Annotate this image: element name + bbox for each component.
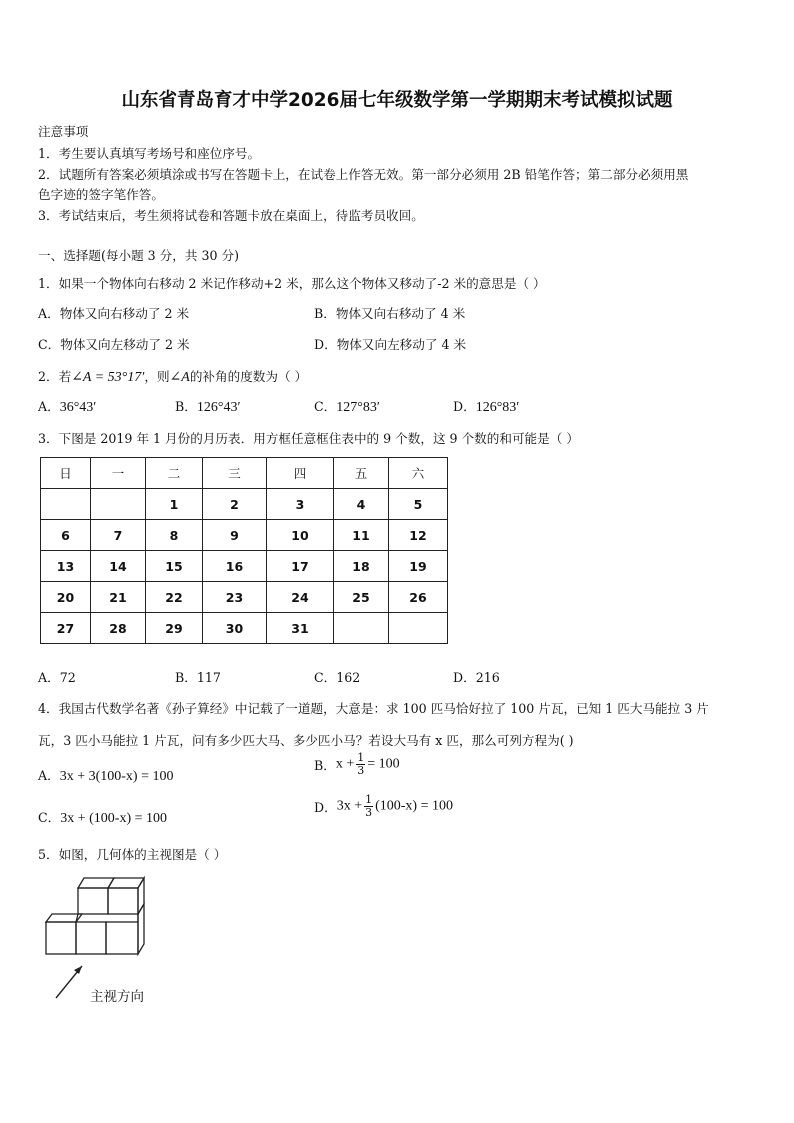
calendar-cell: 24	[267, 582, 334, 613]
calendar-cell: 7	[91, 520, 146, 551]
calendar-header-row	[41, 458, 448, 489]
calendar-cell	[41, 489, 91, 520]
exam-title: 山东省青岛育才中学2026届七年级数学第一学期期末考试模拟试题	[121, 90, 673, 111]
section-heading: 一、选择题(每小题 3 分，共 30 分)	[38, 248, 240, 263]
calendar-cell: 18	[334, 551, 389, 582]
question-1-option-d: D．物体又向左移动了 4 米	[314, 337, 467, 352]
calendar-cell: 14	[91, 551, 146, 582]
fraction-denominator: 3	[357, 764, 365, 777]
calendar-cell: 17	[267, 551, 334, 582]
calendar-cell: 12	[389, 520, 448, 551]
calendar-header-cell: 日	[41, 458, 91, 489]
option-value: 3x + (100-x) = 100	[60, 811, 168, 826]
calendar-cell: 1	[146, 489, 203, 520]
question-3-option-a: A．72	[38, 670, 76, 685]
option-value-pre: x +	[335, 756, 355, 772]
view-direction-label: 主视方向	[90, 989, 144, 1005]
option-label: B．	[175, 399, 197, 414]
calendar-cell: 27	[41, 613, 91, 644]
option-value: 126°43′	[196, 400, 241, 415]
fraction-denominator: 3	[365, 806, 373, 819]
cube-face	[106, 922, 138, 954]
fraction	[364, 794, 373, 819]
notice-heading: 注意事项	[38, 124, 89, 139]
question-5-stem: 5．如图，几何体的主视图是（ ）	[38, 847, 227, 862]
option-value-post: (100-x) = 100	[375, 798, 453, 814]
calendar-cell: 2	[203, 489, 267, 520]
calendar-cell: 13	[41, 551, 91, 582]
calendar-row	[41, 582, 448, 613]
option-label: D．	[453, 399, 476, 414]
calendar-cell: 6	[41, 520, 91, 551]
question-3-stem: 3．下图是 2019 年 1 月份的月历表．用方框任意框住表中的 9 个数，这 9 个数的和可能是（ ）	[38, 431, 579, 446]
calendar-cell: 28	[91, 613, 146, 644]
option-value-pre: 3x +	[336, 798, 363, 814]
fraction	[356, 752, 365, 777]
calendar-cell: 16	[203, 551, 267, 582]
calendar-cell: 23	[203, 582, 267, 613]
calendar-cell: 21	[91, 582, 146, 613]
notice-item-1: 1．考生要认真填写考场号和座位序号。	[38, 146, 261, 161]
calendar-header-cell: 四	[267, 458, 334, 489]
calendar-header-cell: 五	[334, 458, 389, 489]
option-value: 126°83′	[475, 400, 520, 415]
cube-face	[108, 888, 138, 914]
option-label: B．	[314, 758, 336, 773]
calendar-cell	[334, 613, 389, 644]
calendar-cell: 22	[146, 582, 203, 613]
calendar-row	[41, 551, 448, 582]
calendar-cell: 11	[334, 520, 389, 551]
cube-face	[46, 922, 76, 954]
question-2-option-c	[314, 396, 380, 416]
question-4-stem-line2: 瓦，3 匹小马能拉 1 片瓦，问有多少匹大马、多少匹小马？若设大马有 x 匹，那么可列方程为( )	[38, 733, 574, 748]
calendar-row	[41, 489, 448, 520]
calendar-cell: 20	[41, 582, 91, 613]
calendar-cell	[91, 489, 146, 520]
calendar-cell: 5	[389, 489, 448, 520]
question-2-stem-part3: 的补角的度数为（ ）	[189, 369, 308, 384]
notice-item-2-cont: 色字迹的签字笔作答。	[38, 187, 164, 202]
question-3-option-b: B．117	[175, 670, 221, 685]
calendar-cell: 3	[267, 489, 334, 520]
cube-face	[78, 888, 108, 914]
calendar-cell: 29	[146, 613, 203, 644]
question-2-option-d	[453, 396, 519, 416]
question-4-option-b	[314, 752, 400, 777]
question-2-stem	[38, 366, 307, 386]
calendar-cell: 8	[146, 520, 203, 551]
calendar-cell: 31	[267, 613, 334, 644]
cube-face	[76, 922, 106, 954]
question-4-option-a	[38, 765, 173, 785]
question-1-option-a: A．物体又向右移动了 2 米	[38, 306, 190, 321]
question-4-option-c	[38, 807, 167, 827]
calendar-cell: 25	[334, 582, 389, 613]
option-value-post: = 100	[367, 756, 400, 772]
option-label: D．	[314, 800, 337, 815]
option-label: C．	[38, 810, 61, 825]
question-2-option-b	[175, 396, 241, 416]
calendar-cell: 4	[334, 489, 389, 520]
question-1-option-c: C．物体又向左移动了 2 米	[38, 337, 190, 352]
question-2-angle-expr: ∠A = 53°17′	[71, 370, 145, 385]
option-label: A．	[38, 768, 60, 783]
calendar-header-cell: 二	[146, 458, 203, 489]
cube-face	[138, 904, 144, 954]
question-4-stem-line1: 4．我国古代数学名著《孙子算经》中记载了一道题，大意是：求 100 匹马恰好拉了 100 片瓦，已知 1 匹大马能拉 3 片	[38, 701, 709, 716]
fraction-numerator: 1	[357, 751, 365, 764]
calendar-header-cell: 一	[91, 458, 146, 489]
calendar-row	[41, 613, 448, 644]
question-2-option-a	[38, 396, 96, 416]
calendar-header-cell: 六	[389, 458, 448, 489]
calendar-table	[40, 457, 448, 644]
notice-item-3: 3．考试结束后，考生须将试卷和答题卡放在桌面上，待监考员收回。	[38, 208, 424, 223]
calendar-cell: 30	[203, 613, 267, 644]
option-value: 36°43′	[59, 400, 97, 415]
question-2-stem-part1: 2．若	[38, 369, 72, 384]
view-direction-arrow	[56, 966, 82, 998]
calendar-cell: 19	[389, 551, 448, 582]
question-1-option-b: B．物体又向右移动了 4 米	[314, 306, 466, 321]
cube-solid	[46, 878, 144, 954]
question-4-option-d	[314, 794, 453, 819]
question-1-stem: 1．如果一个物体向右移动 2 米记作移动+2 米，那么这个物体又移动了-2 米的意思是（ ）	[38, 276, 546, 291]
option-label: C．	[314, 399, 337, 414]
fraction-numerator: 1	[365, 793, 373, 806]
calendar-cell	[389, 613, 448, 644]
calendar-cell: 26	[389, 582, 448, 613]
calendar-cell: 10	[267, 520, 334, 551]
calendar-cell: 15	[146, 551, 203, 582]
calendar-header-cell: 三	[203, 458, 267, 489]
calendar-row	[41, 520, 448, 551]
option-label: A．	[38, 399, 60, 414]
question-2-stem-part2: ，则	[144, 369, 170, 384]
option-value: 127°83′	[336, 400, 380, 415]
notice-item-2: 2．试题所有答案必须填涂或书写在答题卡上，在试卷上作答无效。第一部分必须用 2B 铅笔作答；第二部分必须用黑	[38, 167, 689, 182]
option-value: 3x + 3(100-x) = 100	[59, 769, 174, 784]
calendar-cell: 9	[203, 520, 267, 551]
question-3-option-c: C．162	[314, 670, 361, 685]
question-2-angle: ∠A	[169, 370, 190, 385]
question-3-option-d: D．216	[453, 670, 500, 685]
